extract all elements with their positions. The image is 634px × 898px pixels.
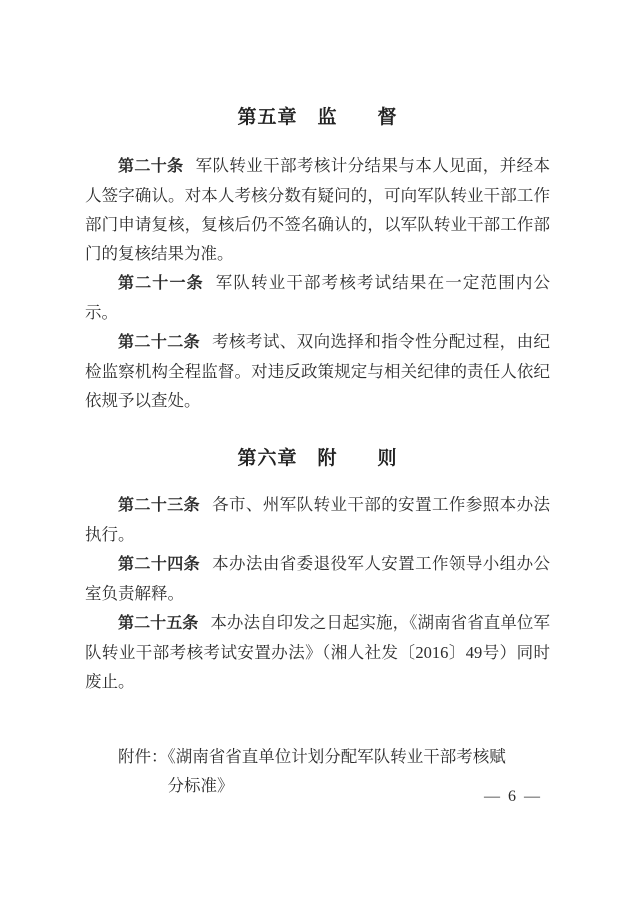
chapter-5-heading: 第五章 监 督 — [237, 107, 398, 128]
paragraph-article-25 — [85, 608, 550, 696]
attachment-line-1: 附件：《湖南省省直单位计划分配军队转业干部考核赋 — [118, 747, 506, 766]
article-24-label: 第二十四条 — [118, 556, 201, 573]
article-23-label: 第二十三条 — [118, 497, 201, 514]
chapter-6-heading: 第六章 附 则 — [237, 448, 398, 469]
paragraph-article-21 — [85, 268, 550, 327]
page-number: — 6 — — [484, 788, 542, 805]
article-22-text: 考核考试、双向选择和指令性分配过程，由纪检监察机构全程监督。对违反政策规定与相关纪律的责任人依纪依规予以查处。 — [85, 332, 550, 410]
article-25-text: 本办法自印发之日起实施，《湖南省省直单位军队转业干部考核考试安置办法》（湘人社发〔2016〕49号）同时废止。 — [85, 613, 550, 691]
article-20-text: 军队转业干部考核计分结果与本人见面，并经本人签字确认。对本人考核分数有疑问的，可向军队转业干部工作部门申请复核，复核后仍不签名确认的，以军队转业干部工作部门的复核结果为准。 — [85, 156, 550, 263]
article-21-label: 第二十一条 — [118, 275, 204, 292]
article-22-label: 第二十二条 — [118, 334, 201, 351]
attachment-line-2: 分标准》 — [167, 776, 234, 795]
paragraph-article-23 — [85, 490, 550, 549]
article-20-label: 第二十条 — [118, 158, 184, 175]
article-24-text: 本办法由省委退役军人安置工作领导小组办公室负责解释。 — [85, 554, 550, 603]
article-25-label: 第二十五条 — [118, 615, 199, 632]
paragraph-article-24 — [85, 549, 550, 608]
paragraph-article-22 — [85, 327, 550, 415]
article-23-text: 各市、州军队转业干部的安置工作参照本办法执行。 — [85, 495, 550, 544]
paragraph-article-20 — [85, 151, 550, 268]
article-21-text: 军队转业干部考核考试结果在一定范围内公示。 — [85, 273, 550, 322]
attachment-note — [85, 742, 550, 800]
